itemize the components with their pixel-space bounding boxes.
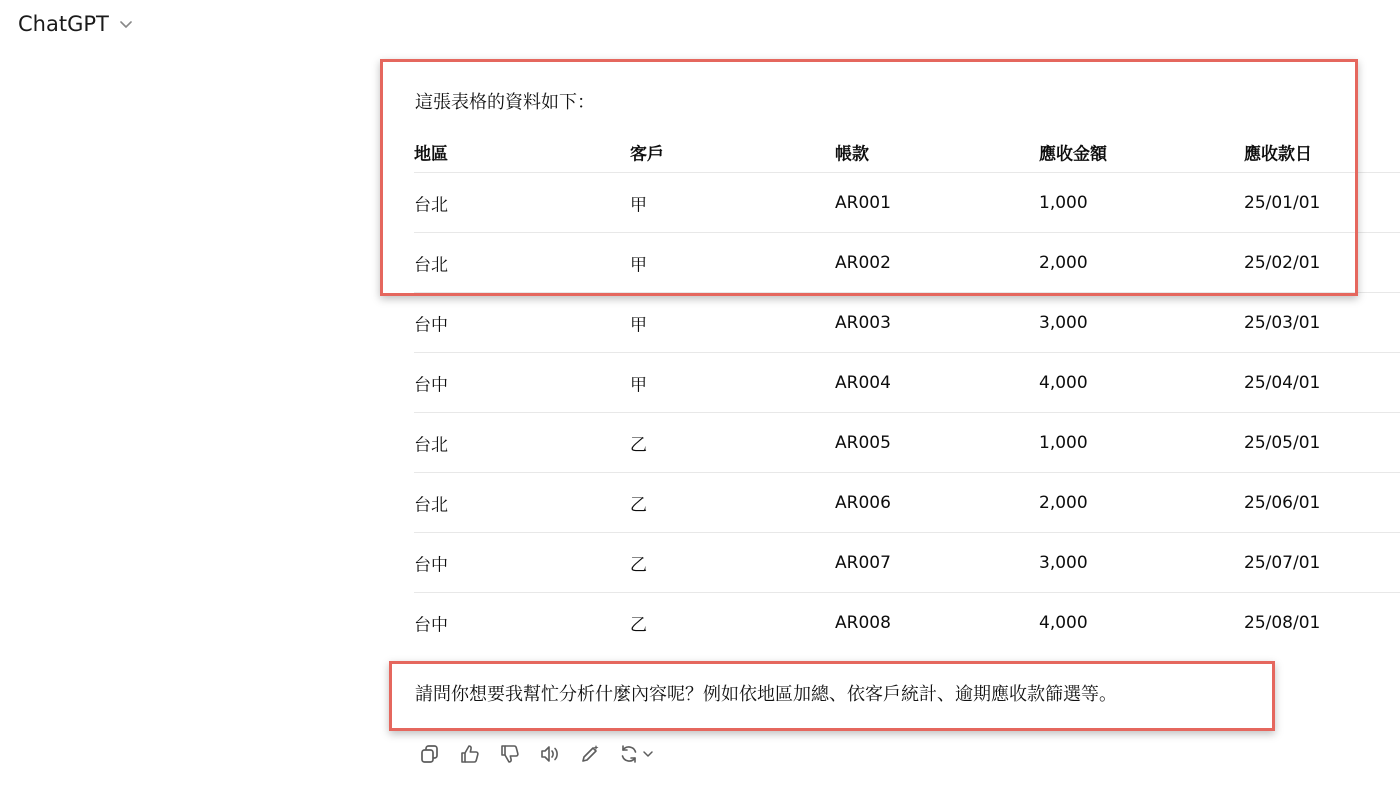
table-cell: 25/08/01 [1244, 612, 1321, 633]
copy-button[interactable] [414, 740, 446, 768]
read-aloud-button[interactable] [534, 740, 566, 768]
table-cell: 台中 [414, 375, 448, 395]
table-cell: AR008 [835, 612, 891, 633]
table-cell: 3,000 [1039, 312, 1088, 333]
chevron-down-icon [119, 17, 133, 31]
table-cell: 4,000 [1039, 372, 1088, 393]
table-cell: 甲 [630, 375, 647, 395]
table-cell: 1,000 [1039, 192, 1088, 213]
table-cell: 台北 [414, 435, 448, 455]
table-cell: 25/04/01 [1244, 372, 1321, 393]
table-cell: 台北 [414, 255, 448, 275]
table-cell: 台中 [414, 315, 448, 335]
data-table [414, 132, 1400, 652]
table-row [414, 593, 1400, 652]
table-cell: 25/07/01 [1244, 552, 1321, 573]
table-header-row [414, 132, 1400, 173]
table-header-cell: 帳款 [835, 144, 869, 165]
edit-button[interactable] [574, 740, 606, 768]
table-row [414, 533, 1400, 593]
table-cell: AR002 [835, 252, 891, 273]
table-row [414, 473, 1400, 533]
table-cell: 甲 [630, 195, 647, 215]
chevron-down-icon [642, 748, 654, 760]
model-title: ChatGPT [18, 12, 109, 36]
copy-icon [419, 743, 441, 765]
table-cell: 甲 [630, 315, 647, 335]
table-cell: AR006 [835, 492, 891, 513]
table-cell: 3,000 [1039, 552, 1088, 573]
table-cell: 25/06/01 [1244, 492, 1321, 513]
table-header-cell: 應收金額 [1039, 144, 1107, 165]
table-cell: 乙 [630, 615, 647, 635]
table-row [414, 293, 1400, 353]
regenerate-icon [618, 743, 640, 765]
table-header-cell: 地區 [414, 144, 448, 165]
model-switcher[interactable] [18, 12, 133, 36]
table-header-cell: 客戶 [630, 144, 664, 165]
table-row [414, 413, 1400, 473]
table-cell: AR001 [835, 192, 891, 213]
speaker-icon [539, 743, 561, 765]
thumbs-up-icon [459, 743, 481, 765]
thumbs-up-button[interactable] [454, 740, 486, 768]
table-cell: 1,000 [1039, 432, 1088, 453]
table-cell: 4,000 [1039, 612, 1088, 633]
edit-sparkle-icon [579, 743, 601, 765]
table-cell: 乙 [630, 555, 647, 575]
table-cell: 台北 [414, 495, 448, 515]
table-cell: 乙 [630, 495, 647, 515]
message-intro: 這張表格的資料如下： [415, 92, 595, 113]
table-cell: 台北 [414, 195, 448, 215]
table-row [414, 173, 1400, 233]
table-cell: AR003 [835, 312, 891, 333]
table-row [414, 233, 1400, 293]
table-cell: AR005 [835, 432, 891, 453]
table-cell: AR007 [835, 552, 891, 573]
message-followup: 請問你想要我幫忙分析什麼內容呢？例如依地區加總、依客戶統計、逾期應收款篩選等。 [415, 684, 1117, 705]
regenerate-button[interactable] [614, 740, 658, 768]
table-header-cell: 應收款日 [1244, 144, 1312, 165]
table-cell: 25/05/01 [1244, 432, 1321, 453]
table-cell: 25/02/01 [1244, 252, 1321, 273]
message-actions [414, 740, 658, 768]
table-cell: 2,000 [1039, 492, 1088, 513]
table-cell: 25/03/01 [1244, 312, 1321, 333]
table-cell: 2,000 [1039, 252, 1088, 273]
thumbs-down-icon [499, 743, 521, 765]
table-cell: 台中 [414, 555, 448, 575]
table-cell: AR004 [835, 372, 891, 393]
table-row [414, 353, 1400, 413]
table-cell: 甲 [630, 255, 647, 275]
table-cell: 台中 [414, 615, 448, 635]
table-cell: 25/01/01 [1244, 192, 1321, 213]
thumbs-down-button[interactable] [494, 740, 526, 768]
table-cell: 乙 [630, 435, 647, 455]
